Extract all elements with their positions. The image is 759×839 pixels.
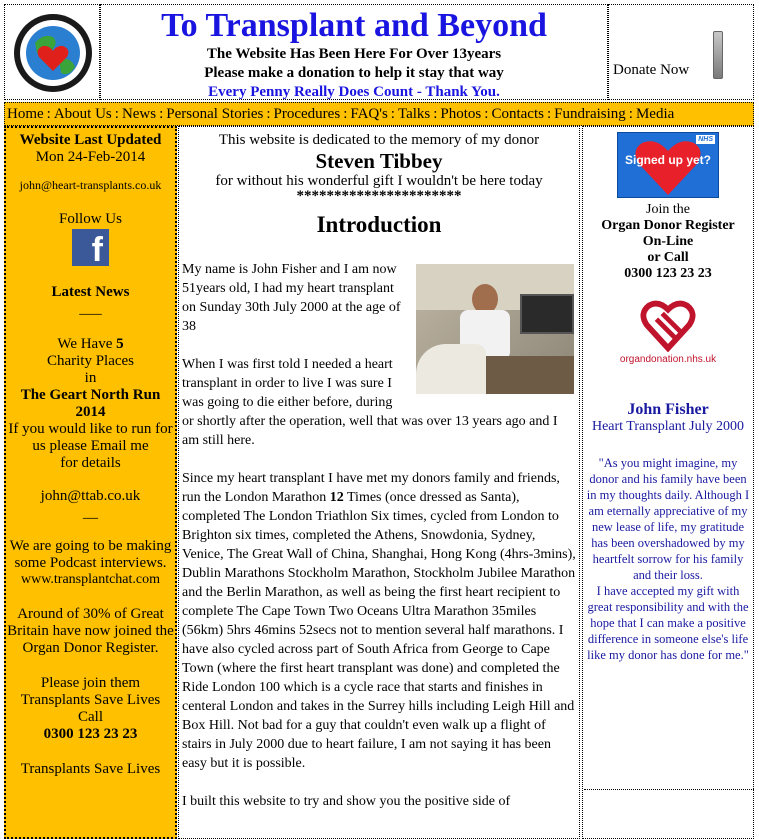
nav-item-personal-stories[interactable]: Personal Stories xyxy=(166,106,264,122)
contact-email-link[interactable]: john@heart-transplants.co.uk xyxy=(19,178,162,192)
register-stat-line1: Around of 30% of Great xyxy=(17,606,164,622)
intro-paragraph-3-start: Since my heart transplant I have met my donors family and friends, run the London Marathon xyxy=(182,471,560,505)
right-sidebar-divider xyxy=(584,789,754,790)
header-thank-you: Every Penny Really Does Count - Thank You. xyxy=(208,84,500,100)
header-donate-cell xyxy=(608,4,754,100)
join-the-label: Join the xyxy=(646,202,690,217)
header-logo-cell xyxy=(4,4,100,100)
nav-item-about-us[interactable]: About Us xyxy=(53,106,112,122)
intro-paragraph-1: My name is John Fisher and I am now 51years old, I had my heart transplant on Sunday 30th July 2000 at the age of 38 xyxy=(182,262,401,334)
site-title: To Transplant and Beyond xyxy=(161,7,547,44)
run-info-line1: If you would like to run for xyxy=(8,421,173,437)
main-navigation xyxy=(4,102,754,126)
charity-places-line2: Charity Places xyxy=(46,353,135,369)
join-them-line3: Call xyxy=(78,709,103,725)
intro-paragraph-4: I built this website to try and show you the positive side of xyxy=(182,794,511,809)
nav-separator: : xyxy=(114,106,119,122)
nav-separator: : xyxy=(390,106,395,122)
right-sidebar xyxy=(582,126,754,839)
donor-name: Steven Tibbey xyxy=(315,149,443,173)
signed-up-yet-badge[interactable] xyxy=(617,132,719,198)
profile-name: John Fisher xyxy=(627,401,709,418)
nav-separator: : xyxy=(484,106,489,122)
left-sidebar xyxy=(4,126,177,839)
nav-separator: : xyxy=(628,106,633,122)
run-info-line2: us please Email me xyxy=(32,438,149,454)
join-them-line2: Transplants Save Lives xyxy=(20,692,161,708)
divider-dash: ___ xyxy=(79,301,102,317)
nav-item-talks[interactable]: Talks xyxy=(397,106,431,122)
nav-item-media[interactable]: Media xyxy=(635,106,675,122)
header-main xyxy=(100,4,608,100)
intro-paragraph-2: When I was first told I needed a heart transplant in order to live I was sure I was going to die either before, during or shortly after the operation, well that was over 13 years ago and I am still here. xyxy=(182,357,558,448)
follow-us-label: Follow Us xyxy=(59,211,122,227)
nav-separator: : xyxy=(266,106,271,122)
join-them-line1: Please join them xyxy=(40,675,141,691)
nav-item-photos[interactable]: Photos xyxy=(440,106,482,122)
nav-separator: : xyxy=(46,106,51,122)
online-label: On-Line xyxy=(642,234,694,249)
nav-separator: : xyxy=(433,106,438,122)
last-updated-heading: Website Last Updated xyxy=(19,132,162,148)
nav-separator: : xyxy=(159,106,164,122)
left-phone-number: 0300 123 23 23 xyxy=(43,726,138,742)
marathon-count: 12 xyxy=(329,490,344,505)
nav-item-procedures[interactable]: Procedures xyxy=(273,106,341,122)
header-tagline: The Website Has Been Here For Over 13years xyxy=(206,46,502,62)
right-phone-number: 0300 123 23 23 xyxy=(624,266,712,281)
facebook-icon[interactable]: f xyxy=(72,229,109,266)
dedication-line: This website is dedicated to the memory of my donor xyxy=(218,132,540,148)
nav-separator: : xyxy=(546,106,552,122)
charity-places-pre: We Have xyxy=(57,336,113,352)
organ-donation-heart-icon xyxy=(639,298,697,352)
latest-news-heading: Latest News xyxy=(51,284,130,300)
register-stat-line2: Britain have now joined the xyxy=(7,623,174,639)
nav-item-fundraising[interactable]: Fundraising xyxy=(554,106,626,122)
main-content xyxy=(178,126,580,839)
gift-line: for without his wonderful gift I wouldn't be here today xyxy=(215,173,543,189)
run-event-name: The Geart North Run xyxy=(20,387,161,403)
john-fisher-photo xyxy=(416,264,574,394)
podcast-line2: some Podcast interviews. xyxy=(14,555,167,571)
donate-button[interactable] xyxy=(713,31,723,79)
organ-donor-register-link[interactable]: Organ Donor Register xyxy=(601,218,735,233)
run-info-line3: for details xyxy=(60,455,121,471)
introduction-heading: Introduction xyxy=(316,212,442,237)
nav-item-news[interactable]: News xyxy=(121,106,157,122)
signed-up-yet-text: Signed up yet? xyxy=(624,153,711,167)
organdonation-logo[interactable] xyxy=(583,298,753,365)
ttab-email-link[interactable]: john@ttab.co.uk xyxy=(40,488,141,504)
nav-item-faq-s[interactable]: FAQ's xyxy=(350,106,388,122)
divider-dash-2: __ xyxy=(83,505,98,521)
organdonation-url-text: organdonation.nhs.uk xyxy=(619,354,717,365)
intro-paragraph-3-end: Times (once dressed as Santa), completed The London Triathlon Six times, cycled from London to Brighton six times, completed the Athens, Snowdonia, Sydney, Venice, The Great Wall of China, Shanghai, Hong Kong (4hrs-3mins), Dublin Marathons Stockholm Marathon, Stockholm Jubilee Marathon and the Berlin Marathon, as well as being the first heart recipient to complete The Cape Town Two Oceans Ultra Marathon 35miles (56km) 5hrs 46mins 52secs not to mention several half marathons. I have also cycled across part of South Africa from George to Cape Town (where the first heart transplant was done) and completed the Ride London 100 which is a cycle race that starts and finishes in centeral London and takes in the Surrey hills including Leigh Hill and Box Hill. Not bad for a guy that couldn't even walk up a flight of stairs in July 2000 due to heart failure, I am not saying it has been easy but it is possible. xyxy=(182,490,576,771)
quote-part-2: I have accepted my gift with great responsibility and with the hope that I can make a positive difference in someone else's life like my donor has done for me." xyxy=(587,584,749,662)
charity-places-count: 5 xyxy=(116,336,124,352)
nav-item-contacts[interactable]: Contacts xyxy=(491,106,544,122)
run-event-year: 2014 xyxy=(75,404,106,420)
site-logo-globe-heart[interactable] xyxy=(13,13,93,93)
last-updated-date: Mon 24-Feb-2014 xyxy=(35,149,146,165)
register-stat-line3: Organ Donor Register. xyxy=(22,640,159,656)
left-footer-line: Transplants Save Lives xyxy=(20,761,161,777)
intro-paragraph-3 xyxy=(182,469,576,773)
podcast-url-link[interactable]: www.transplantchat.com xyxy=(20,572,161,587)
nav-item-home[interactable]: Home xyxy=(7,106,44,122)
profile-subtitle: Heart Transplant July 2000 xyxy=(591,419,745,434)
nav-separator: : xyxy=(343,106,348,122)
donate-now-label[interactable]: Donate Now xyxy=(613,62,690,78)
quote-part-1: "As you might imagine, my donor and his family have been in my thoughts daily. Although I am eternally appreciative of my new lease of life, my gratitude has been overshadowed by my heartfelt sorrow for his family and their loss. xyxy=(586,456,750,582)
header-donation-request: Please make a donation to help it stay that way xyxy=(204,65,504,81)
star-divider: ********************** xyxy=(296,188,462,204)
charity-places-line3: in xyxy=(84,370,97,386)
podcast-line1: We are going to be making xyxy=(9,538,172,554)
or-call-label: or Call xyxy=(647,250,689,265)
nhs-logo-text: NHS xyxy=(698,136,713,143)
